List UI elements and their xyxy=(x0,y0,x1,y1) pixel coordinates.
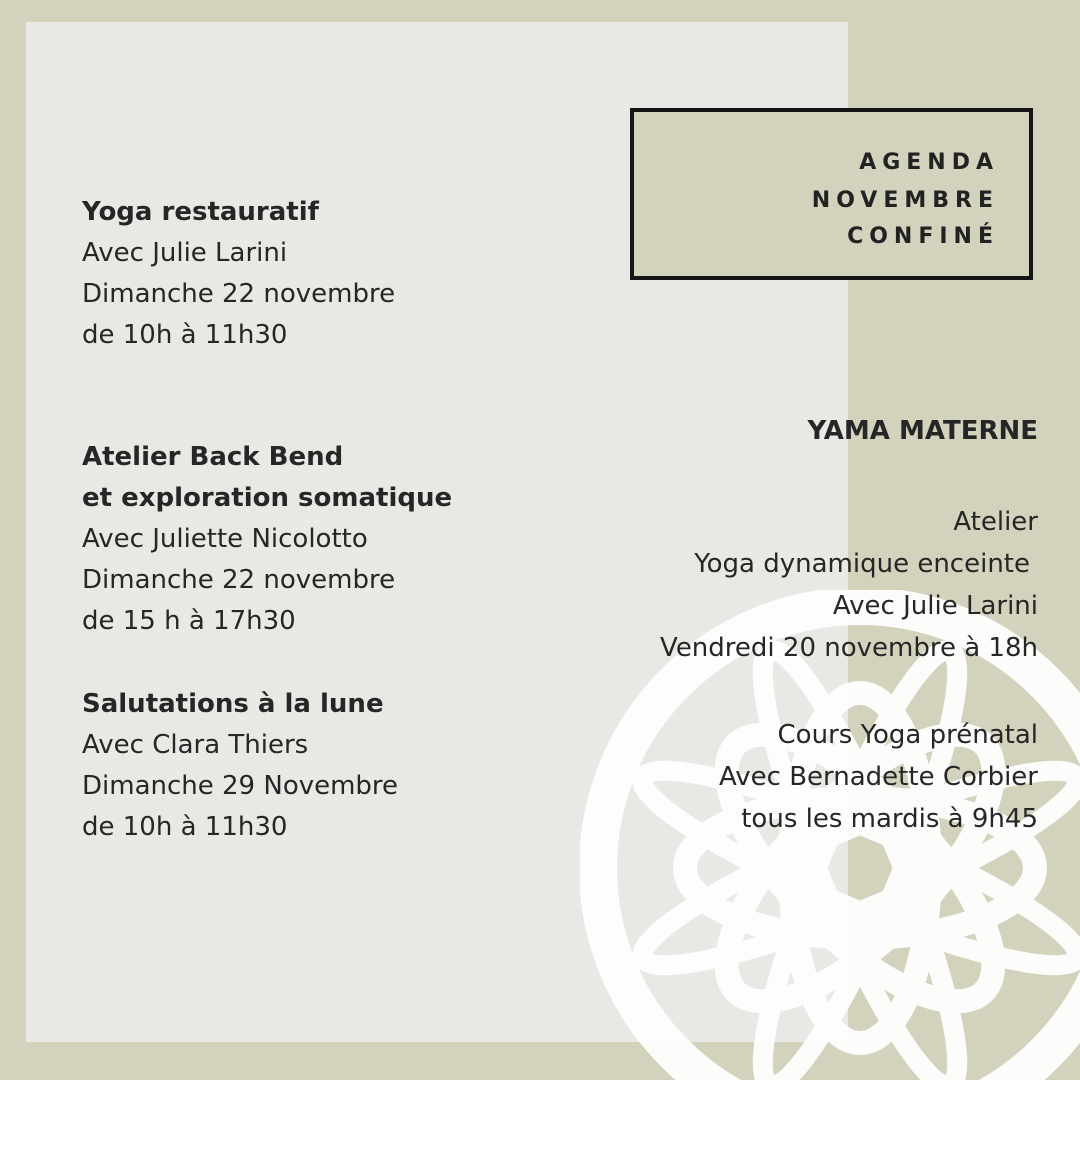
course-schedule: tous les mardis à 9h45 xyxy=(741,804,1038,834)
event-time: de 15 h à 17h30 xyxy=(82,606,296,636)
yama-heading: YAMA MATERNE xyxy=(807,416,1038,446)
event-title: Salutations à la lune xyxy=(82,689,384,719)
event-teacher: Avec Clara Thiers xyxy=(82,730,309,760)
event-date: Dimanche 22 novembre xyxy=(82,565,396,595)
workshop-teacher: Avec Julie Larini xyxy=(832,591,1038,621)
event-salutations xyxy=(82,684,398,848)
title-box xyxy=(630,108,1033,280)
event-date: Dimanche 22 novembre xyxy=(82,279,396,309)
course-teacher: Avec Bernadette Corbier xyxy=(719,762,1038,792)
event-time: de 10h à 11h30 xyxy=(82,320,288,350)
event-back-bend xyxy=(82,437,452,642)
event-yoga-restauratif xyxy=(82,192,395,356)
mandala-icon xyxy=(580,590,1080,1150)
yama-course xyxy=(719,714,1038,840)
event-teacher: Avec Julie Larini xyxy=(82,238,288,268)
event-title: Atelier Back Bend xyxy=(82,442,344,472)
title-confine: CONFINÉ xyxy=(847,224,999,249)
title-agenda: AGENDA xyxy=(859,150,999,175)
yama-workshop xyxy=(660,501,1038,669)
course-name: Cours Yoga prénatal xyxy=(777,720,1038,750)
event-date: Dimanche 29 Novembre xyxy=(82,771,399,801)
workshop-name: Yoga dynamique enceinte xyxy=(694,549,1030,579)
event-teacher: Avec Juliette Nicolotto xyxy=(82,524,368,554)
workshop-date: Vendredi 20 novembre à 18h xyxy=(660,633,1038,663)
event-subtitle: et exploration somatique xyxy=(82,483,453,513)
workshop-type: Atelier xyxy=(953,507,1038,537)
event-title: Yoga restauratif xyxy=(82,197,319,227)
title-novembre: NOVEMBRE xyxy=(811,188,999,213)
event-time: de 10h à 11h30 xyxy=(82,812,288,842)
